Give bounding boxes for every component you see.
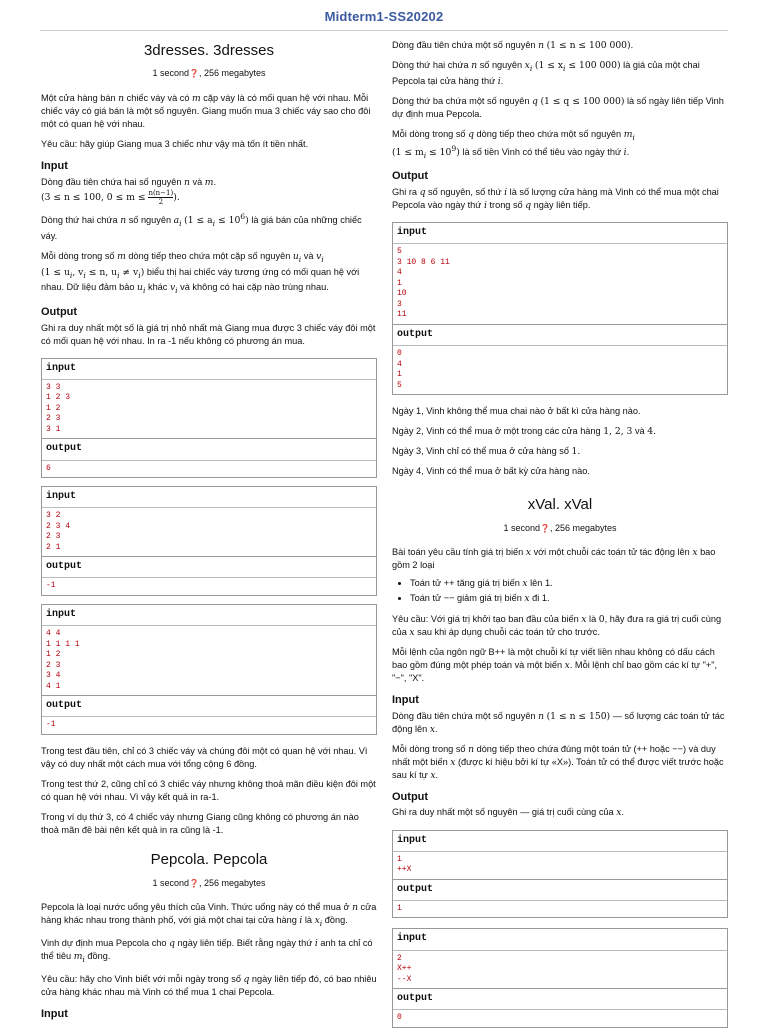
problem3-output-text: Ghi ra duy nhất một số nguyên — giá trị cuối cùng của x. — [392, 807, 624, 819]
problem1-task: Yêu cầu: hãy giúp Giang mua 3 chiếc như vậy mà tốn ít tiền nhất. — [41, 139, 309, 150]
problem2-limits — [41, 877, 377, 890]
example-output-label: output — [393, 988, 727, 1010]
example-box — [41, 486, 377, 596]
example-input-label: input — [393, 223, 727, 244]
problem3-input-line1: Dòng đầu tiên chứa một số nguyên n (1 ≤ n ≤ 150) — số lượng các toán tử tác động lên x. — [392, 710, 725, 735]
operator-list — [392, 577, 728, 605]
contest-title: Midterm1-SS20202 — [324, 9, 444, 24]
page-header — [0, 0, 768, 30]
problem3-output-heading: Output — [392, 790, 429, 803]
problem2-output-text: Ghi ra q số nguyên, số thứ i là số lượng cửa hàng mà Vinh có thể mua một chai Pepcola vào ngày thứ i trong số q ngày liên tiếp. — [392, 187, 719, 212]
problem2-input-line1: Dòng đầu tiên chứa một số nguyên n (1 ≤ n ≤ 100 000). — [392, 40, 634, 51]
problem3-limits — [392, 522, 728, 535]
time-limit: 1 second — [503, 522, 540, 533]
problem2-statement-2: Vinh dự định mua Pepcola cho q ngày liên tiếp. Biết rằng ngày thứ i anh ta chỉ có thể tiêu $m_i$ đồng. — [41, 938, 373, 964]
example-output-label: output — [42, 556, 376, 578]
example-input-data[interactable]: 4 4 1 1 1 1 1 2 2 3 3 4 4 1 — [46, 629, 80, 691]
problem2-note-2: Ngày 2, Vinh có thể mua ở một trong các cửa hàng 1, 2, 3 và 4. — [392, 426, 656, 438]
example-output-label: output — [42, 438, 376, 460]
problem1-title: 3dresses. 3dresses — [143, 42, 275, 59]
example-input-label: input — [393, 831, 727, 852]
example-box — [392, 222, 728, 395]
example-input-label: input — [42, 487, 376, 508]
problem2-statement-1: Pepcola là loại nước uống yêu thích của Vinh. Thức uống này có thể mua ở n cửa hàng khác nhau trong thành phố, với giá một chai tại cửa hàng i là $x_i$ đồng. — [41, 902, 377, 929]
memory-limit: , 256 megabytes — [198, 68, 266, 79]
right-column — [392, 39, 728, 1036]
example-input-data[interactable]: 3 3 1 2 3 1 2 2 3 3 1 — [46, 382, 71, 434]
example-box — [41, 358, 377, 478]
problem1-output-text: Ghi ra duy nhất một số là giá trị nhỏ nhất mà Giang mua được 3 chiếc váy đôi một có mối quan hệ với nhau. In ra -1 nếu không có phương án mua. — [41, 322, 376, 346]
problem3-input-line2: Mỗi dòng trong số n dòng tiếp theo chứa đúng một toán tử (++ hoặc −−) và duy nhất một biến x (được kí hiệu bởi kí tự «X»). Toán tử có thể được viết trước hoặc sau kí tự x. — [392, 743, 724, 781]
problem1-note-3: Trong ví dụ thứ 3, có 4 chiếc váy nhưng Giang cũng không có phương án nào thoả mãn đề bài nên kết quả in ra cũng là -1. — [41, 812, 359, 836]
list-item: • Toán tử −− giảm giá trị biến x đi 1. — [410, 592, 728, 605]
problem3-statement-2: Mỗi lệnh của ngôn ngữ B++ là một chuỗi kí tự viết liền nhau không có dấu cách bao gồm đúng một phép toán và một biến x. Mỗi lệnh chỉ bao gồm các kí tự "+", "−", "X". — [392, 646, 718, 683]
memory-limit: , 256 megabytes — [198, 877, 266, 888]
clock-icon: ❓ — [189, 69, 199, 79]
example-box — [392, 928, 728, 1027]
problem2-note-1: Ngày 1, Vinh không thể mua chai nào ở bất kì cửa hàng nào. — [392, 406, 641, 417]
example-output-label: output — [393, 324, 727, 346]
problem1-limits — [41, 67, 377, 80]
example-input-label: input — [42, 359, 376, 380]
problem3-statement: Bài toán yêu cầu tính giá trị biến x với một chuỗi các toán tử tác động lên x bao gồm 2 loại — [392, 547, 716, 571]
example-output-data[interactable]: -1 — [46, 581, 56, 591]
example-box — [392, 830, 728, 919]
example-input-data[interactable]: 1 ++X — [397, 854, 412, 875]
example-input-data[interactable]: 3 2 2 3 4 2 3 2 1 — [46, 511, 71, 552]
header-divider — [40, 30, 728, 31]
problem2-note-3: Ngày 3, Vinh chỉ có thể mua ở cửa hàng số 1. — [392, 446, 581, 458]
problem2-title: Pepcola. Pepcola — [150, 851, 268, 869]
problem2-output-heading: Output — [392, 170, 429, 183]
list-item: • Toán tử ++ tăng giá trị biến x lên 1. — [410, 577, 728, 590]
problem2-input-line2: Dòng thứ hai chứa n số nguyên $x_i$ ($1 \le x_i \le 100$ 000) là giá của một chai Pepcola tại cửa hàng thứ i. — [392, 60, 700, 87]
problem1-statement: Một cửa hàng bán n chiếc váy và có m cặp váy là có mối quan hệ với nhau. Mỗi chiếc váy có giá bán là một số nguyên. Giang muốn mua 3 chiếc váy sao cho đôi một có quan hệ với nhau. — [41, 93, 371, 130]
example-output-data[interactable]: 0 4 1 5 — [397, 349, 402, 390]
problem1-input-line3: Mỗi dòng trong số m dòng tiếp theo chứa một cặp số nguyên $u_i$ và $v_i$ ($1 \le u_i$, $v_i \le n$, $u_i \ne v_i$) biểu thị hai chiếc váy tương ứng có mối quan hệ với nhau. Dữ liệu đảm bảo $u_i$ khác $v_i$ và không có hai cặp nào trùng nhau. — [41, 250, 360, 296]
problem2-input-heading: Input — [41, 1007, 68, 1020]
left-column — [41, 36, 377, 1024]
problem1-note-1: Trong test đầu tiên, chỉ có 3 chiếc váy và chúng đôi một có quan hệ với nhau. Vì vậy có duy nhất một cách mua với tổng cộng 6 đồng. — [41, 745, 368, 769]
example-output-data[interactable]: 0 — [397, 1013, 402, 1023]
example-output-data[interactable]: 1 — [397, 903, 402, 913]
problem2-task: Yêu cầu: hãy cho Vinh biết với mỗi ngày trong số q ngày liên tiếp đó, có bao nhiêu cửa hàng khác nhau mà Vinh có thể mua 1 chai Pepcola. — [41, 973, 377, 997]
problem1-output-heading: Output — [41, 305, 78, 318]
example-output-data[interactable]: -1 — [46, 720, 56, 730]
problem1-input-heading: Input — [41, 160, 68, 173]
example-input-label: input — [42, 605, 376, 626]
problem2-input-line4: Mỗi dòng trong số q dòng tiếp theo chứa một số nguyên $m_i$ $(1 \le m_i \le 10^9)$ là số tiền Vinh có thể tiêu vào ngày thứ i. — [392, 128, 635, 160]
example-box — [41, 604, 377, 735]
time-limit: 1 second — [152, 68, 189, 79]
example-output-label: output — [42, 695, 376, 717]
example-output-data[interactable]: 6 — [46, 463, 51, 473]
example-input-label: input — [393, 929, 727, 950]
problem2-input-line3: Dòng thứ ba chứa một số nguyên q (1 ≤ q ≤ 100 000) là số ngày liên tiếp Vinh dự định mua Pepcola. — [392, 95, 724, 119]
problem1-input-line2: Dòng thứ hai chứa n số nguyên $a_i$ $(1 \le a_i \le 10^6)$ là giá bán của những chiếc váy. — [41, 211, 362, 241]
problem2-note-4: Ngày 4, Vinh có thể mua ở bất kỳ cửa hàng nào. — [392, 466, 590, 477]
time-limit: 1 second — [152, 877, 189, 888]
clock-icon: ❓ — [540, 523, 550, 533]
problem3-title: xVal. xVal — [527, 496, 593, 514]
example-input-data[interactable]: 2 X++ --X — [397, 953, 412, 984]
example-input-data[interactable]: 5 3 10 8 6 11 4 1 10 3 11 — [397, 247, 450, 320]
example-output-label: output — [393, 879, 727, 901]
clock-icon: ❓ — [189, 878, 199, 888]
problem1-note-2: Trong test thứ 2, cũng chỉ có 3 chiếc váy nhưng không thoả mãn điều kiện đôi một có quan hệ với nhau. Vì vậy kết quả in ra-1. — [41, 778, 376, 803]
problem1-input-line1: Dòng đầu tiên chứa hai số nguyên n và m. (3 ≤ n ≤ 100, 0 ≤ m ≤ $\frac{n(n-1)}{2}$ ). — [41, 176, 217, 206]
problem3-task: Yêu cầu: Với giá trị khởi tạo ban đầu của biến x là 0, hãy đưa ra giá trị cuối cùng của x sau khi áp dụng chuỗi các toán tử cho trước. — [392, 613, 722, 638]
memory-limit: , 256 megabytes — [549, 522, 617, 533]
problem3-input-heading: Input — [392, 693, 419, 706]
